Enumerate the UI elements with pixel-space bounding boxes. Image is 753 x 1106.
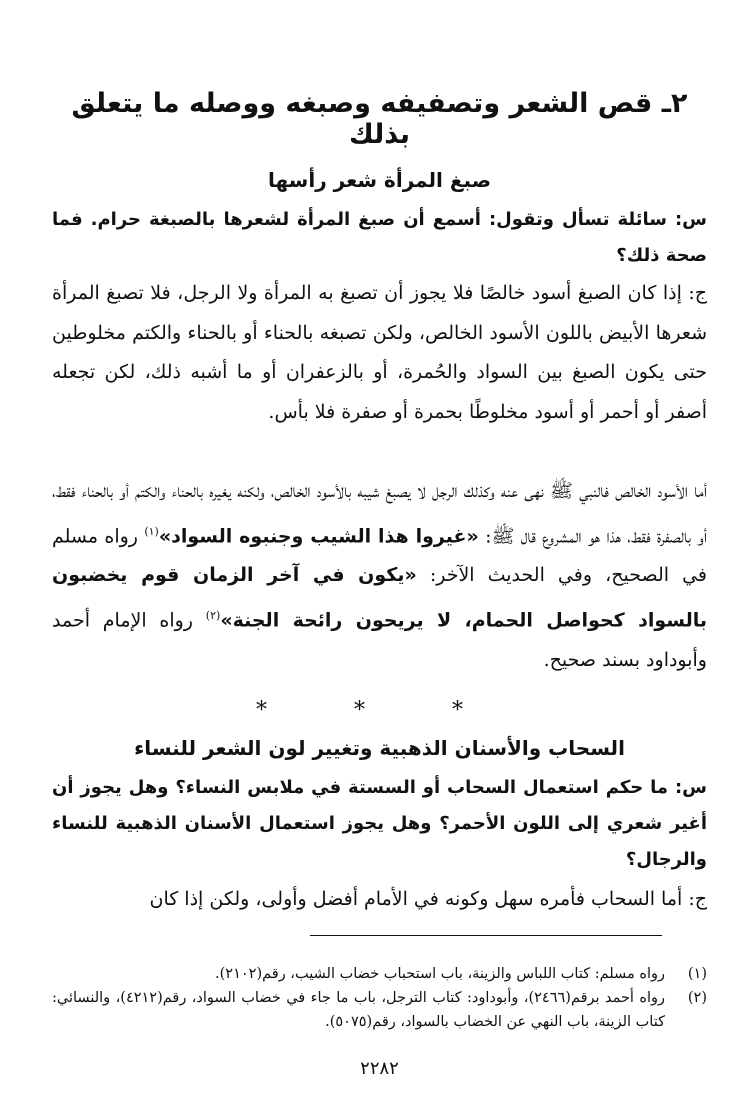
section-title-hair-dye: صبغ المرأة شعر رأسها (267, 168, 492, 192)
footnote-divider (310, 935, 662, 936)
page-number: ٢٢٨٢ (360, 1058, 399, 1079)
footnote-item (52, 962, 707, 986)
book-page (52, 0, 707, 1106)
answer-text: رواه الإمام أحمد وأبوداود بسند صحيح. (52, 609, 707, 671)
chapter-title: ٢ـ قص الشعر وتصفيفه وصبغه ووصله ما يتعلق بذلك (71, 88, 688, 150)
hadith-quote: «غيروا هذا الشيب وجنبوه السواد» (158, 524, 479, 547)
answer-hair-dye-p1: ج: إذا كان الصبغ أسود خالصًا فلا يجوز أن تصبغ به المرأة ولا الرجل، فلا تصبغ المرأة شعرها الأبيض باللون الأسود الخالص، ولكن تصبغه بالحناء أو بالحناء والكتم مخلوطين حتى يكون الصبغ بين السواد والحُمرة، أو بالزعفران أو ما أشبه ذلك، لكن تجعله أصفر أو أحمر أو أسود مخلوطًا بحمرة أو صفرة فلا بأس. (52, 282, 707, 423)
section-title-zipper-gold-teeth: السحاب والأسنان الذهبية وتغيير لون الشعر للنساء (134, 736, 625, 760)
footnote-text: رواه مسلم: كتاب اللباس والزينة، باب استحباب خضاب الشيب، رقم(٢١٠٢). (215, 966, 665, 982)
question-zipper-gold-teeth: س: ما حكم استعمال السحاب أو السستة في ملابس النساء؟ وهل يجوز أن أغير شعري إلى اللون الأحمر؟ وهل يجوز استعمال الأسنان الذهبية للنساء والرجال؟ (52, 777, 707, 870)
footnote-ref: (١) (144, 524, 159, 538)
footnote-number: (٢) (687, 990, 707, 1006)
footnote-item (52, 986, 707, 1034)
answer-hair-dye-p2 (52, 472, 707, 680)
footnote-text: رواه أحمد برقم(٢٤٦٦)، وأبوداود: كتاب الترجل، باب ما جاء في خضاب السواد، رقم(٤٢١٢)، والنسائي: كتاب الزينة، باب النهي عن الخضاب بالسواد، رقم(٥٠٧٥). (52, 990, 665, 1030)
section-separator: * * * (256, 698, 503, 723)
answer-zipper: ج: أما السحاب فأمره سهل وكونه في الأمام أفضل وأولى، ولكن إذا كان (149, 888, 707, 910)
hadith-quote: «يكون في آخر الزمان قوم يخضبون بالسواد كحواصل الحمام، لا يريحون رائحة الجنة» (52, 564, 707, 632)
footnote-ref: (٢) (205, 608, 221, 622)
footnotes (52, 962, 707, 1034)
footnote-number: (١) (687, 966, 707, 982)
answer-text: أما الأسود الخالص فالنبي ﷺ نهى عنه وكذلك الرجل لا يصبغ شيبه بالأسود الخالص، ولكنه يغيره بالحناء والكتم أو بالحناء فقط، أو بالصفرة فقط، هذا هو المشروع قال ﷺ: (52, 480, 707, 547)
question-hair-dye: س: سائلة تسأل وتقول: أسمع أن صبغ المرأة لشعرها بالصبغة حرام. فما صحة ذلك؟ (52, 209, 707, 266)
answer-text: رواه مسلم في الصحيح، وفي الحديث الآخر: (52, 524, 707, 587)
